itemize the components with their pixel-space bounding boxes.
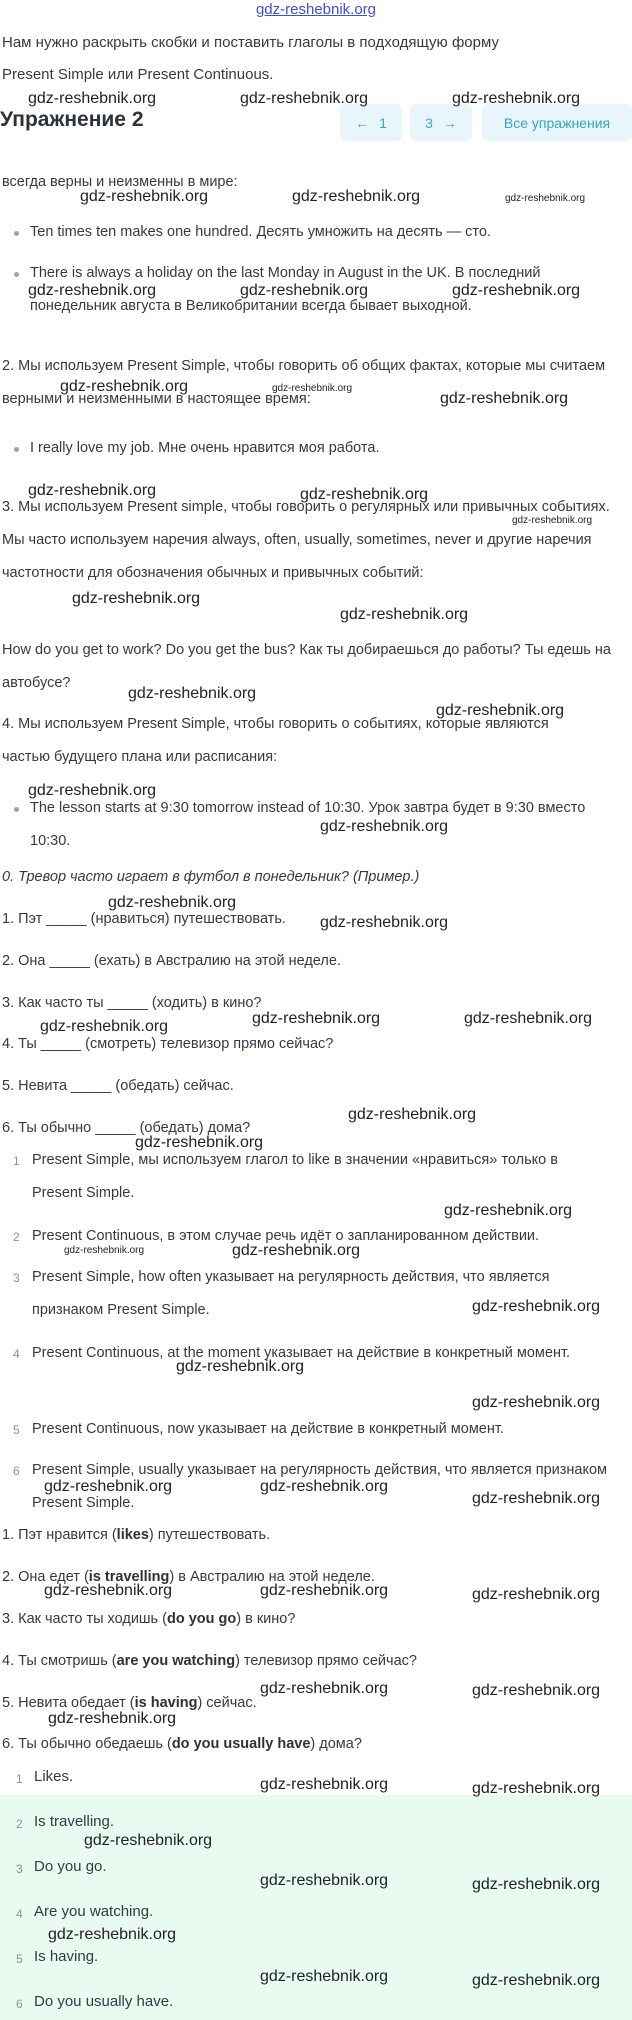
watermark: gdz-reshebnik.org: [72, 590, 201, 607]
watermark: gdz-reshebnik.org: [260, 1582, 389, 1599]
rule4-bullet-1: The lesson starts at 9:30 tomorrow instead of 10:30. Урок завтра будет в 9:30 вместо 10:30.: [30, 800, 586, 849]
watermark: gdz-reshebnik.org: [444, 1202, 573, 1219]
answer-item: Likes.: [34, 1768, 74, 1785]
answer-number: 6: [16, 1997, 23, 2011]
rule2: 2. Мы используем Present Simple, чтобы говорить об общих фактах, которые мы считаем верными и неизменными в настоящее время:: [2, 358, 606, 407]
answer-number: 5: [16, 1952, 23, 1966]
explanation-item: Present Continuous, в этом случае речь идёт о запланированном действии.: [32, 1228, 540, 1244]
exercise-item: 3. Как часто ты _____ (ходить) в кино?: [2, 995, 262, 1011]
watermark: gdz-reshebnik.org: [260, 1872, 389, 1889]
watermark: gdz-reshebnik.org: [48, 1710, 177, 1727]
explanation-number: 2: [13, 1230, 20, 1244]
watermark: gdz-reshebnik.org: [472, 1876, 601, 1893]
rule1-bullet-2: There is always a holiday on the last Monday in August in the UK. В последний понедельник августа в Великобритании всегда бывает выходной.: [30, 265, 541, 314]
watermark: gdz-reshebnik.org: [472, 1780, 601, 1797]
answer-number: 4: [16, 1907, 23, 1921]
watermark: gdz-reshebnik.org: [260, 1776, 389, 1793]
site-link[interactable]: gdz-reshebnik.org: [255, 1, 377, 18]
all-exercises-label: Все упражнения: [503, 114, 611, 131]
next-exercise-label: 3: [425, 114, 433, 131]
watermark: gdz-reshebnik.org: [28, 782, 157, 799]
watermark: gdz-reshebnik.org: [320, 818, 449, 835]
bullet-dot: [14, 447, 19, 452]
watermark: gdz-reshebnik.org: [292, 188, 421, 205]
exercise-item: 4. Ты _____ (смотреть) телевизор прямо сейчас?: [2, 1036, 334, 1052]
watermark: gdz-reshebnik.org: [60, 378, 189, 395]
bullet-dot: [14, 272, 19, 277]
watermark: gdz-reshebnik.org: [40, 1018, 169, 1035]
translation-item: 4. Ты смотришь (are you watching) телевизор прямо сейчас?: [2, 1653, 417, 1669]
watermark: gdz-reshebnik.org: [240, 90, 369, 107]
arrow-left-icon: ←: [355, 114, 370, 131]
watermark: gdz-reshebnik.org: [472, 1298, 601, 1315]
watermark: gdz-reshebnik.org: [48, 1926, 177, 1943]
next-exercise-button[interactable]: [410, 104, 472, 141]
watermark: gdz-reshebnik.org: [436, 702, 565, 719]
rule3: 3. Мы используем Present simple, чтобы говорить о регулярных или привычных событиях. Мы часто используем наречия always, often, usually, sometimes, never и другие наречия частотности для обозначения обычных и привычных событий:: [2, 499, 610, 581]
watermark: gdz-reshebnik.org: [472, 1972, 601, 1989]
exercise-item: 6. Ты обычно _____ (обедать) дома?: [2, 1120, 251, 1136]
answer-item: Do you usually have.: [34, 1993, 174, 2010]
rule3-example: How do you get to work? Do you get the bus? Как ты добираешься до работы? Ты едешь на автобусе?: [2, 642, 611, 691]
answer-item: Do you go.: [34, 1858, 107, 1875]
watermark: gdz-reshebnik.org: [28, 282, 157, 299]
watermark: gdz-reshebnik.org: [44, 1478, 173, 1495]
watermark: gdz-reshebnik.org: [84, 1832, 213, 1849]
translation-item: 2. Она едет (is travelling) в Австралию на этой неделе.: [2, 1569, 375, 1585]
explanation-number: 1: [13, 1154, 20, 1168]
explanation-number: 5: [13, 1423, 20, 1437]
answer-item: Is having.: [34, 1948, 99, 1965]
watermark: gdz-reshebnik.org: [44, 1582, 173, 1599]
watermark: gdz-reshebnik.org: [272, 383, 353, 394]
answer-number: 2: [16, 1817, 23, 1831]
answer-item: Is travelling.: [34, 1813, 115, 1830]
explanation-number: 3: [13, 1271, 20, 1285]
page-title: Упражнение 2: [0, 108, 144, 131]
watermark: gdz-reshebnik.org: [512, 515, 593, 526]
rule2-bullet-1: I really love my job. Мне очень нравится моя работа.: [30, 440, 380, 456]
watermark: gdz-reshebnik.org: [252, 1010, 381, 1027]
exercise-item: 1. Пэт _____ (нравиться) путешествовать.: [2, 911, 286, 927]
explanation-item: Present Simple, usually указывает на регулярность действия, что является признаком Present Simple.: [32, 1462, 608, 1511]
translation-item: 5. Невита обедает (is having) сейчас.: [2, 1695, 257, 1711]
watermark: gdz-reshebnik.org: [505, 193, 586, 204]
explanation-item: Present Simple, мы используем глагол to like в значении «нравиться» только в Present Simple.: [32, 1152, 558, 1201]
explanation-number: 6: [13, 1464, 20, 1478]
watermark: gdz-reshebnik.org: [464, 1010, 593, 1027]
watermark: gdz-reshebnik.org: [128, 685, 257, 702]
exercise-example: 0. Тревор часто играет в футбол в понедельник? (Пример.): [2, 869, 420, 885]
watermark: gdz-reshebnik.org: [472, 1682, 601, 1699]
watermark: gdz-reshebnik.org: [472, 1394, 601, 1411]
exercise-item: 5. Невита _____ (обедать) сейчас.: [2, 1078, 234, 1094]
bullet-dot: [14, 231, 19, 236]
translation-item: 6. Ты обычно обедаешь (do you usually have) дома?: [2, 1736, 362, 1752]
answer-number: 3: [16, 1862, 23, 1876]
translation-item: 1. Пэт нравится (likes) путешествовать.: [2, 1527, 271, 1543]
arrow-right-icon: →: [442, 114, 457, 131]
watermark: gdz-reshebnik.org: [240, 282, 369, 299]
explanation-item: Present Simple, how often указывает на регулярность действия, что является признаком Present Simple.: [32, 1269, 550, 1318]
task-intro-line2: Present Simple или Present Continuous.: [2, 66, 274, 83]
watermark: gdz-reshebnik.org: [452, 282, 581, 299]
watermark: gdz-reshebnik.org: [320, 914, 449, 931]
watermark: gdz-reshebnik.org: [348, 1106, 477, 1123]
explanation-number: 4: [13, 1347, 20, 1361]
rule1-tail: всегда верны и неизменны в мире:: [2, 174, 238, 190]
watermark: gdz-reshebnik.org: [472, 1586, 601, 1603]
bullet-dot: [14, 807, 19, 812]
explanation-item: Present Continuous, at the moment указывает на действие в конкретный момент.: [32, 1345, 571, 1361]
rule4: 4. Мы используем Present Simple, чтобы говорить о событиях, которые являются частью будущего плана или расписания:: [2, 716, 549, 765]
watermark: gdz-reshebnik.org: [28, 482, 157, 499]
explanation-item: Present Continuous, now указывает на действие в конкретный момент.: [32, 1421, 504, 1437]
watermark: gdz-reshebnik.org: [260, 1680, 389, 1697]
watermark: gdz-reshebnik.org: [440, 390, 569, 407]
prev-exercise-button[interactable]: [340, 104, 402, 141]
rule1-bullet-1: Ten times ten makes one hundred. Десять умножить на десять — сто.: [30, 224, 491, 240]
watermark: gdz-reshebnik.org: [232, 1242, 361, 1259]
watermark: gdz-reshebnik.org: [64, 1245, 145, 1256]
prev-exercise-label: 1: [379, 114, 387, 131]
watermark: gdz-reshebnik.org: [108, 894, 237, 911]
watermark: gdz-reshebnik.org: [260, 1968, 389, 1985]
exercise-item: 2. Она _____ (ехать) в Австралию на этой неделе.: [2, 953, 341, 969]
answer-item: Are you watching.: [34, 1903, 154, 1920]
answer-number: 1: [16, 1772, 23, 1786]
watermark: gdz-reshebnik.org: [260, 1478, 389, 1495]
watermark: gdz-reshebnik.org: [28, 90, 157, 107]
watermark: gdz-reshebnik.org: [80, 188, 209, 205]
watermark: gdz-reshebnik.org: [135, 1134, 264, 1151]
all-exercises-button[interactable]: [482, 104, 632, 141]
watermark: gdz-reshebnik.org: [452, 90, 581, 107]
watermark: gdz-reshebnik.org: [176, 1358, 305, 1375]
watermark: gdz-reshebnik.org: [340, 606, 469, 623]
task-intro-line1: Нам нужно раскрыть скобки и поставить глаголы в подходящую форму: [2, 34, 499, 51]
watermark: gdz-reshebnik.org: [300, 486, 429, 503]
watermark: gdz-reshebnik.org: [472, 1490, 601, 1507]
translation-item: 3. Как часто ты ходишь (do you go) в кино?: [2, 1611, 296, 1627]
